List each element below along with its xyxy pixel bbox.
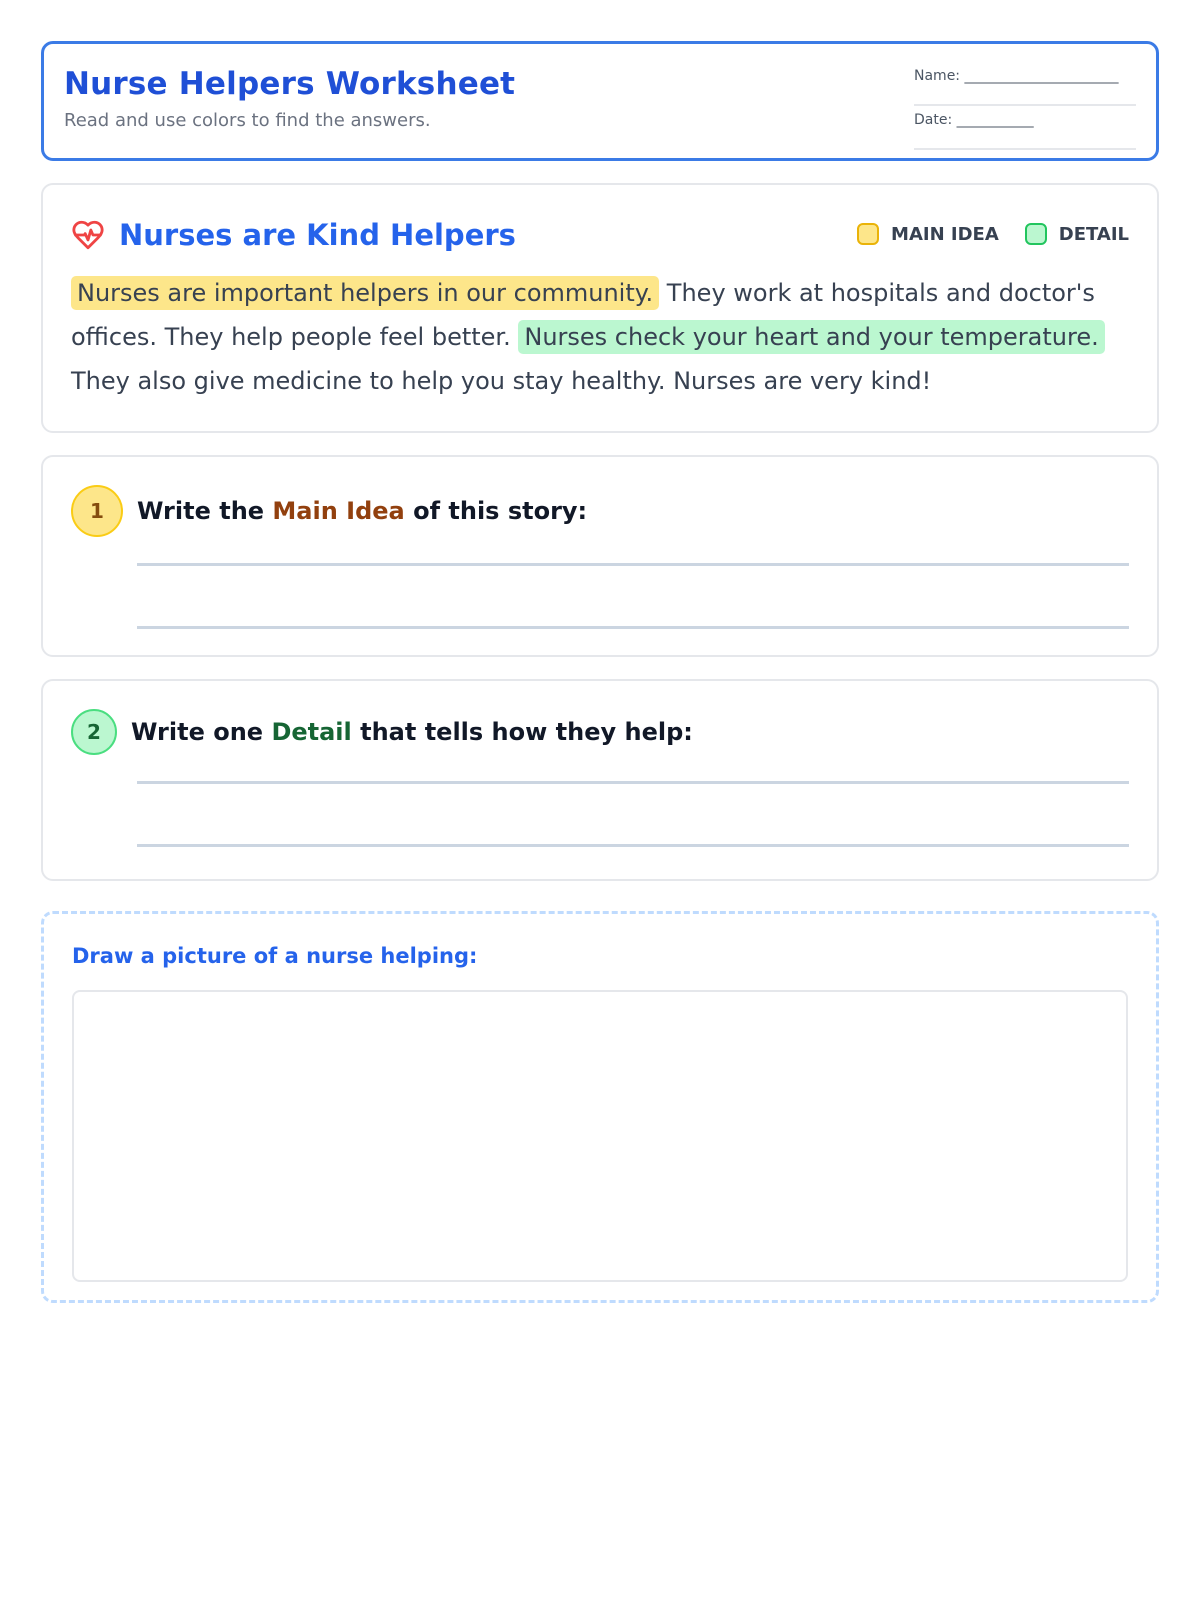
question-number-badge: 1: [71, 485, 123, 537]
question-prefix: Write one: [131, 718, 272, 746]
question-keyword: Main Idea: [272, 497, 405, 525]
question-suffix: of this story:: [404, 497, 588, 525]
detail-highlight: Nurses check your heart and your temperature.: [518, 320, 1104, 354]
detail-swatch: [1025, 223, 1047, 245]
answer-line[interactable]: [137, 781, 1129, 784]
question-keyword: Detail: [271, 718, 352, 746]
heart-pulse-icon: [71, 218, 105, 252]
page-subtitle: Read and use colors to find the answers.: [64, 110, 431, 131]
legend-main-idea: [857, 223, 999, 245]
name-field[interactable]: Name: ______________________: [914, 62, 1136, 106]
question-text: [137, 497, 587, 525]
story-paragraph: [71, 271, 1129, 403]
question-suffix: that tells how they help:: [351, 718, 693, 746]
legend-main-label: MAIN IDEA: [891, 223, 999, 245]
question-card-2: [41, 679, 1159, 881]
color-legend: [831, 223, 1129, 245]
date-field[interactable]: Date: ___________: [914, 106, 1136, 150]
question-number-badge: 2: [71, 709, 117, 755]
main-idea-highlight: Nurses are important helpers in our community.: [71, 276, 659, 310]
story-text-1: They work at hospitals and doctor's offices. They help people feel better.: [71, 279, 1095, 351]
legend-detail-label: DETAIL: [1058, 223, 1129, 245]
answer-line[interactable]: [137, 844, 1129, 847]
question-header: [71, 709, 1129, 755]
drawing-prompt: Draw a picture of a nurse helping:: [72, 944, 478, 968]
drawing-area[interactable]: [72, 990, 1128, 1282]
question-text: [131, 718, 693, 746]
drawing-section: [41, 911, 1159, 1303]
page-title: Nurse Helpers Worksheet: [64, 66, 516, 102]
question-card-1: [41, 455, 1159, 657]
question-header: [71, 485, 1129, 537]
answer-line[interactable]: [137, 563, 1129, 566]
story-title: Nurses are Kind Helpers: [119, 218, 516, 252]
worksheet-header: [41, 41, 1159, 161]
question-prefix: Write the: [137, 497, 273, 525]
story-card: [41, 183, 1159, 433]
student-fields: [914, 62, 1136, 150]
story-text-2: They also give medicine to help you stay healthy. Nurses are very kind!: [71, 367, 932, 395]
answer-line[interactable]: [137, 626, 1129, 629]
main-idea-swatch: [857, 223, 879, 245]
legend-detail: [1025, 223, 1129, 245]
